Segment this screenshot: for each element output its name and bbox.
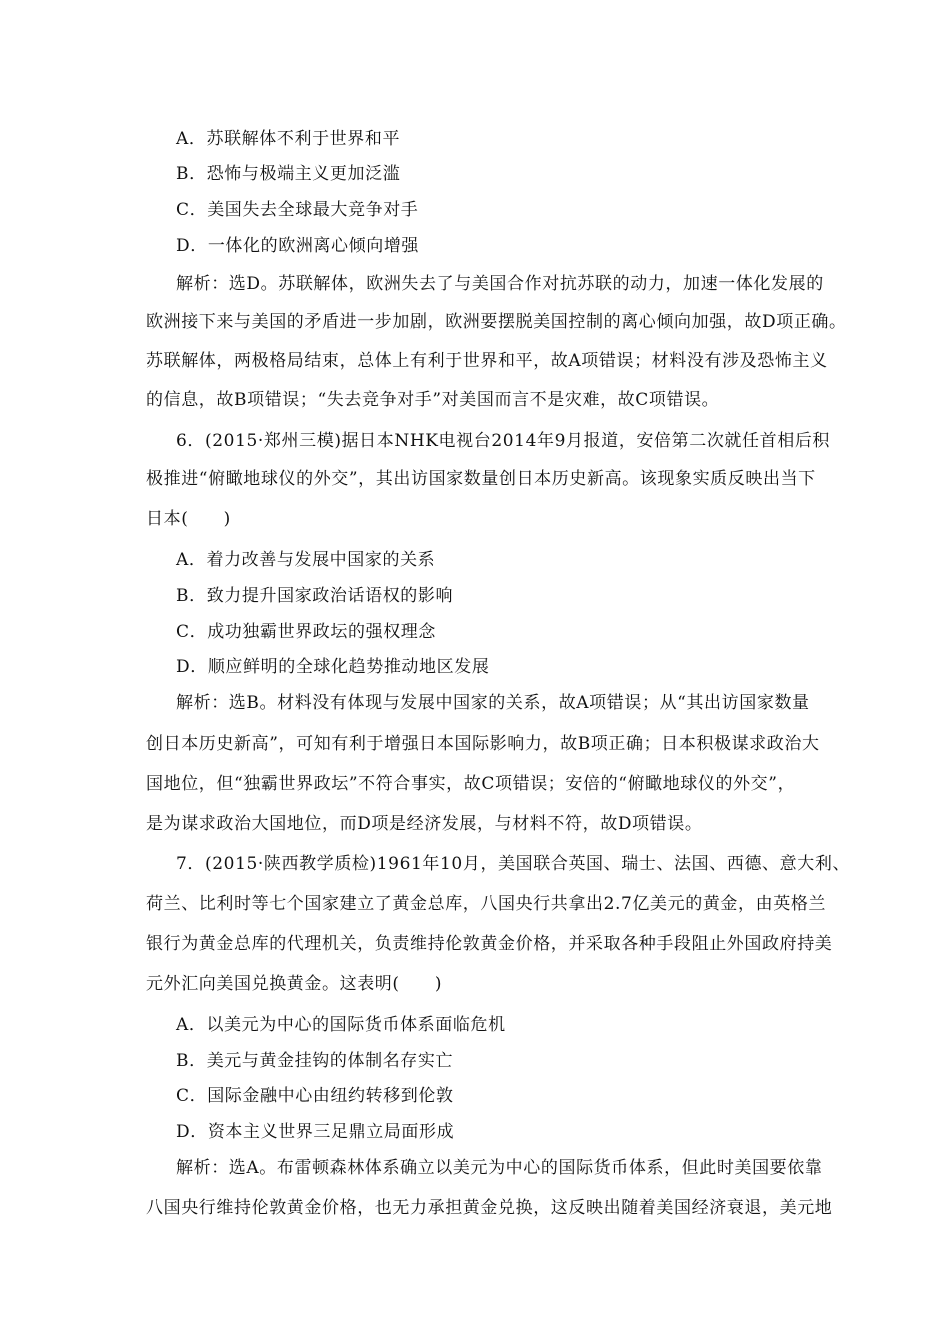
q5-analysis-line: 苏联解体，两极格局结束，总体上有利于世界和平，故A项错误；材料没有涉及恐怖主义 <box>146 351 828 371</box>
q6-stem-line: 日本( ) <box>146 509 231 529</box>
q7-analysis-line: 解析：选A。布雷顿森林体系确立以美元为中心的国际货币体系，但此时美国要依靠 <box>176 1158 823 1178</box>
q7-option-c: C．国际金融中心由纽约转移到伦敦 <box>176 1086 454 1106</box>
q5-option-d: D．一体化的欧洲离心倾向增强 <box>176 236 420 256</box>
q6-option-a: A．着力改善与发展中国家的关系 <box>176 550 436 570</box>
q7-stem-line: 银行为黄金总库的代理机关，负责维持伦敦黄金价格，并采取各种手段阻止外国政府持美 <box>146 934 833 954</box>
q6-analysis-line: 解析：选B。材料没有体现与发展中国家的关系，故A项错误；从“其出访国家数量 <box>176 693 810 713</box>
q5-option-c: C．美国失去全球最大竞争对手 <box>176 200 419 220</box>
q7-option-d: D．资本主义世界三足鼎立局面形成 <box>176 1122 455 1142</box>
q6-analysis-line: 创日本历史新高”，可知有利于增强日本国际影响力，故B项正确；日本积极谋求政治大 <box>146 734 820 754</box>
q7-stem-line: 荷兰、比利时等七个国家建立了黄金总库，八国央行共拿出2.7亿美元的黄金，由英格兰 <box>146 894 827 914</box>
q6-option-c: C．成功独霸世界政坛的强权理念 <box>176 622 437 642</box>
q6-analysis-line: 国地位，但“独霸世界政坛”不符合事实，故C项错误；安倍的“俯瞰地球仪的外交”， <box>146 774 796 794</box>
q5-analysis-line: 的信息，故B项错误；“失去竞争对手”对美国而言不是灾难，故C项错误。 <box>146 390 720 410</box>
q7-option-a: A．以美元为中心的国际货币体系面临危机 <box>176 1015 506 1035</box>
q6-stem-line: 6．(2015·郑州三模)据日本NHK电视台2014年9月报道，安倍第二次就任首相后积 <box>176 431 831 451</box>
q5-option-a: A．苏联解体不利于世界和平 <box>176 129 401 149</box>
q5-analysis-line: 欧洲接下来与美国的矛盾进一步加剧，欧洲要摆脱美国控制的离心倾向加强，故D项正确。 <box>146 312 847 332</box>
q6-option-d: D．顺应鲜明的全球化趋势推动地区发展 <box>176 657 490 677</box>
q6-stem-line: 极推进“俯瞰地球仪的外交”，其出访国家数量创日本历史新高。该现象实质反映出当下 <box>146 469 816 489</box>
q5-option-b: B．恐怖与极端主义更加泛滥 <box>176 164 401 184</box>
q6-option-b: B．致力提升国家政治话语权的影响 <box>176 586 454 606</box>
q7-stem-line: 7．(2015·陕西教学质检)1961年10月，美国联合英国、瑞士、法国、西德、意大利、 <box>176 854 851 874</box>
q6-analysis-line: 是为谋求政治大国地位，而D项是经济发展，与材料不符，故D项错误。 <box>146 814 703 834</box>
q5-analysis-line: 解析：选D。苏联解体，欧洲失去了与美国合作对抗苏联的动力，加速一体化发展的 <box>176 274 824 294</box>
q7-analysis-line: 八国央行维持伦敦黄金价格，也无力承担黄金兑换，这反映出随着美国经济衰退，美元地 <box>146 1198 833 1218</box>
q7-stem-line: 元外汇向美国兑换黄金。这表明( ) <box>146 974 443 994</box>
q7-option-b: B．美元与黄金挂钩的体制名存实亡 <box>176 1051 454 1071</box>
